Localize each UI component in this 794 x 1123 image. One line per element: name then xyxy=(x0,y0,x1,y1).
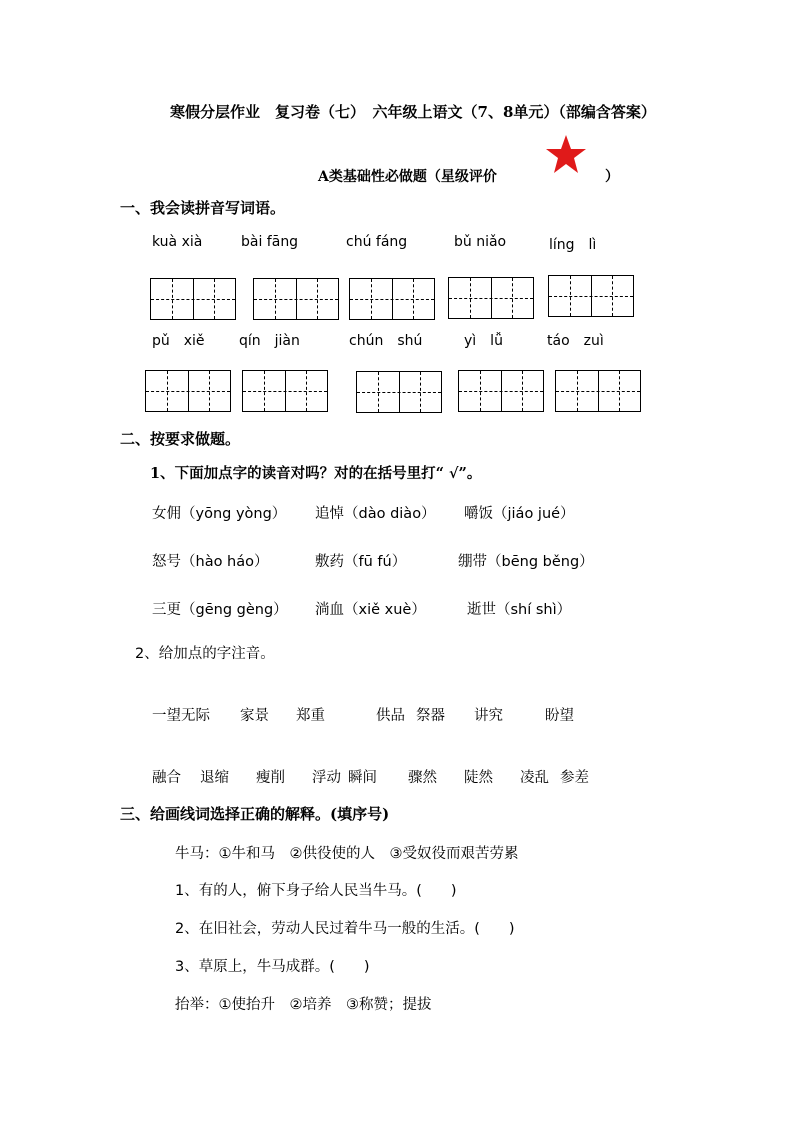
answer-box[interactable] xyxy=(145,370,231,412)
zhuyin-word: 参差 xyxy=(560,770,589,786)
answer-box[interactable] xyxy=(555,370,641,412)
pinyin-3: chú fáng xyxy=(346,234,408,250)
reading-item: 敷药（fū fú） xyxy=(315,554,407,570)
page-title: 寒假分层作业 复习卷（七） 六年级上语文（7、8单元）（部编含答案） xyxy=(170,103,656,121)
star-icon xyxy=(545,134,587,174)
reading-item: 嚼饭（jiáo jué） xyxy=(464,506,575,522)
reading-item: 三更（gēng gèng） xyxy=(152,602,288,618)
zhuyin-word: 浮动 xyxy=(312,770,341,786)
zhuyin-word: 骤然 xyxy=(408,770,437,786)
answer-box[interactable] xyxy=(242,370,328,412)
pinyin-1: kuà xià xyxy=(152,234,203,250)
pinyin-7: qín jiàn xyxy=(239,333,300,349)
answer-box[interactable] xyxy=(448,277,534,319)
zhuyin-word: 盼望 xyxy=(545,708,574,724)
answer-box[interactable] xyxy=(458,370,544,412)
reading-item: 女佣（yōng yòng） xyxy=(152,506,287,522)
definition-niuma: 牛马：①牛和马 ②供役使的人 ③受奴役而艰苦劳累 xyxy=(175,846,519,862)
answer-box[interactable] xyxy=(349,278,435,320)
zhuyin-word: 融合 xyxy=(152,770,181,786)
zhuyin-word: 一望无际 xyxy=(152,708,210,724)
zhuyin-word: 陡然 xyxy=(464,770,493,786)
zhuyin-word: 退缩 xyxy=(200,770,229,786)
definition-taiju: 抬举：①使抬升 ②培养 ③称赞；提拔 xyxy=(175,997,432,1013)
answer-box[interactable] xyxy=(150,278,236,320)
section-3-heading: 三、给画线词选择正确的解释。(填序号) xyxy=(120,805,390,823)
reading-item: 怒号（hào háo） xyxy=(152,554,269,570)
pinyin-2: bài fāng xyxy=(241,234,299,250)
reading-item: 追悼（dào diào） xyxy=(315,506,436,522)
pinyin-4: bǔ niǎo xyxy=(454,234,507,250)
reading-item: 淌血（xiě xuè） xyxy=(315,602,426,618)
answer-box[interactable] xyxy=(548,275,634,317)
zhuyin-word: 祭器 xyxy=(416,708,445,724)
question-2: 2、给加点的字注音。 xyxy=(135,646,275,662)
subtitle-close: ） xyxy=(605,169,619,185)
sentence-item: 1、有的人，俯下身子给人民当牛马。( ) xyxy=(175,883,457,899)
zhuyin-word: 瞬间 xyxy=(348,770,377,786)
zhuyin-word: 郑重 xyxy=(296,708,325,724)
pinyin-8: chún shú xyxy=(349,333,423,349)
pinyin-10: táo zuì xyxy=(547,333,604,349)
section-2-heading: 二、按要求做题。 xyxy=(120,430,241,448)
pinyin-9: yì lǚ xyxy=(464,333,503,349)
sentence-item: 2、在旧社会，劳动人民过着牛马一般的生活。( ) xyxy=(175,921,515,937)
reading-item: 逝世（shí shì） xyxy=(467,602,572,618)
section-1-heading: 一、我会读拼音写词语。 xyxy=(120,199,286,217)
question-1: 1、下面加点字的读音对吗？对的在括号里打“ √”。 xyxy=(150,465,482,482)
sentence-item: 3、草原上，牛马成群。( ) xyxy=(175,959,370,975)
subtitle: A类基础性必做题（星级评价 xyxy=(318,169,497,185)
reading-item: 绷带（bēng běng） xyxy=(458,554,594,570)
zhuyin-word: 家景 xyxy=(240,708,269,724)
answer-box[interactable] xyxy=(356,371,442,413)
pinyin-6: pǔ xiě xyxy=(152,333,205,349)
pinyin-5: líng lì xyxy=(549,237,597,253)
zhuyin-word: 供品 xyxy=(376,708,405,724)
answer-box[interactable] xyxy=(253,278,339,320)
zhuyin-word: 凌乱 xyxy=(520,770,549,786)
zhuyin-word: 讲究 xyxy=(474,708,503,724)
zhuyin-word: 瘦削 xyxy=(256,770,285,786)
